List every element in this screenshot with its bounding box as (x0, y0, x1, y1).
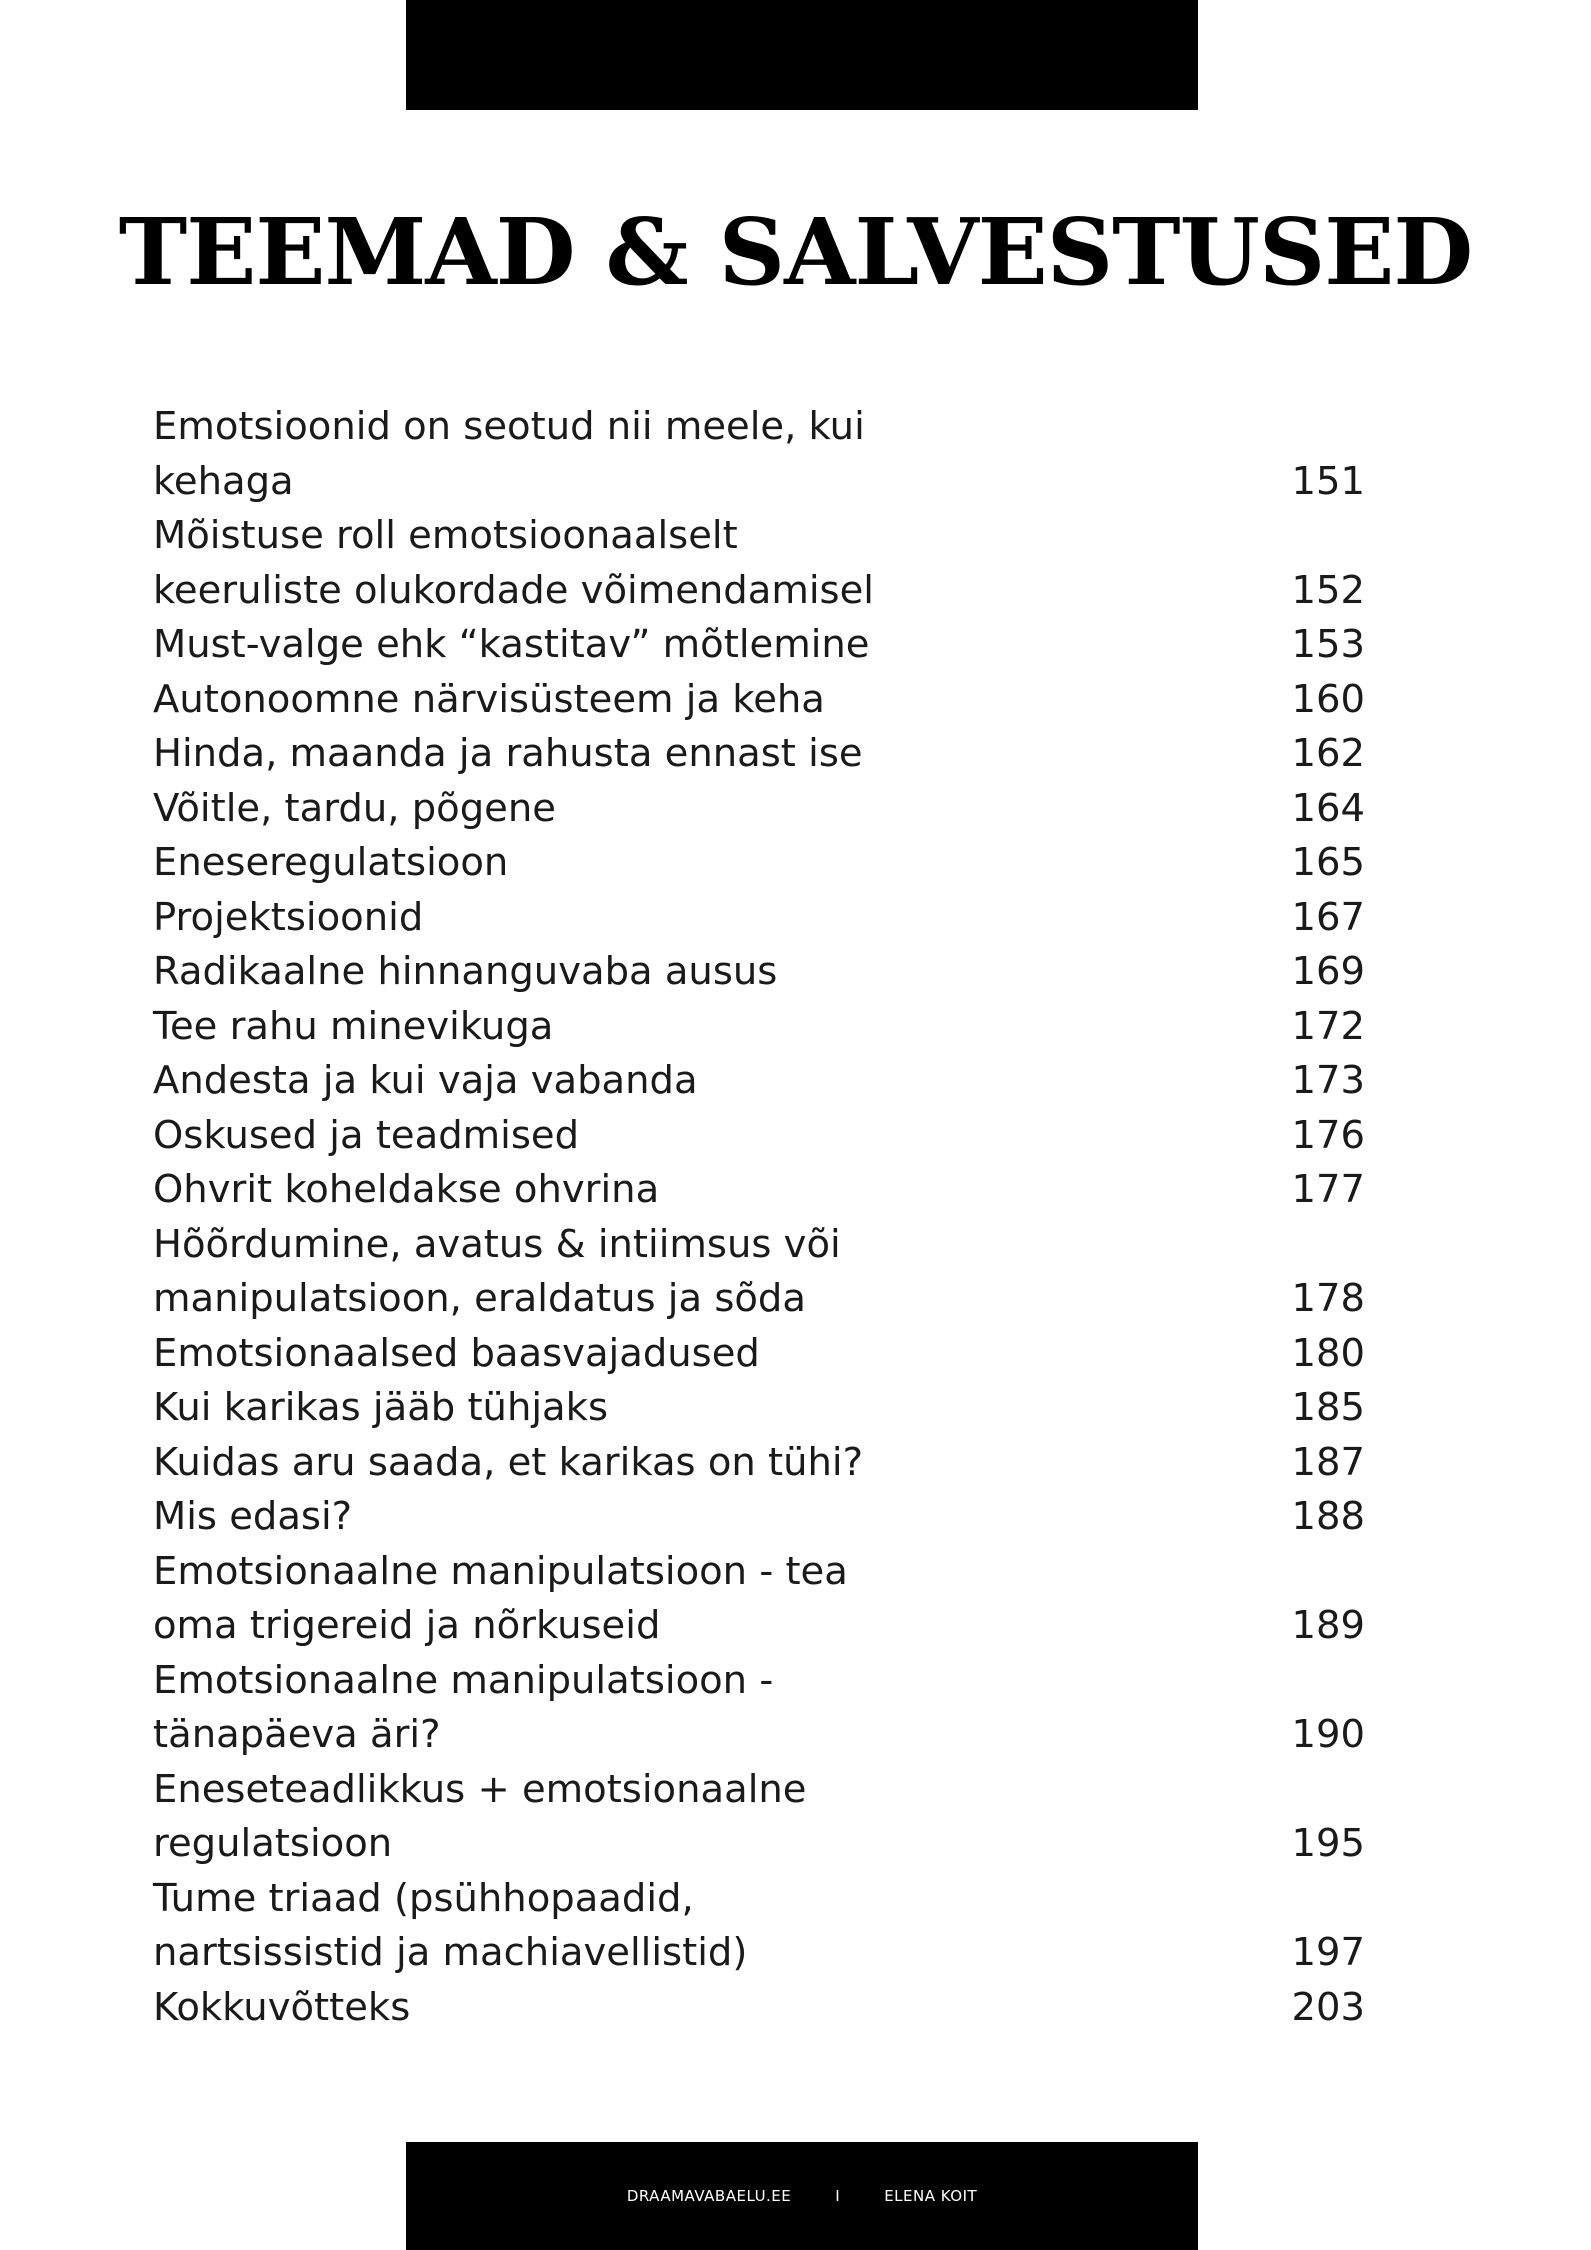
toc-entry[interactable] (153, 1545, 1365, 1654)
footer-separator: I (835, 2187, 841, 2205)
toc-entry[interactable] (153, 1654, 1365, 1763)
toc-entry-page: 180 (1291, 1330, 1365, 1376)
toc-entry-title: Emotsionaalne manipulatsioon - tea oma trigereid ja nõrkuseid (153, 1548, 848, 1648)
toc-entry-page: 160 (1291, 676, 1365, 722)
toc-entry-title: Mis edasi? (153, 1494, 353, 1539)
toc-entry[interactable] (153, 400, 1365, 509)
toc-entry-title: Ohvrit koheldakse ohvrina (153, 1167, 660, 1212)
page-title: TEEMAD & SALVESTUSED (118, 198, 1473, 306)
toc-entry[interactable] (153, 1163, 1365, 1218)
toc-entry-page: 151 (1291, 458, 1365, 504)
toc-entry-title: Kokkuvõtteks (153, 1984, 411, 2030)
toc-entry-title: Autonoomne närvisüsteem ja keha (153, 676, 825, 722)
toc-entry-page: 187 (1291, 1439, 1365, 1485)
footer-site: DRAAMAVABAELU.EE (626, 2187, 792, 2205)
toc-entry-title: Emotsionaalne manipulatsioon - tänapäeva äri? (153, 1657, 774, 1757)
toc-entry-title: Kuidas aru saada, et karikas on tühi? (153, 1439, 864, 1485)
toc-entry[interactable] (153, 727, 1365, 782)
toc-entry-page: 189 (1291, 1603, 1365, 1648)
toc-entry[interactable] (153, 836, 1365, 891)
toc-entry-title: Hinda, maanda ja rahusta ennast ise (153, 731, 863, 776)
toc-entry-page: 164 (1291, 785, 1365, 831)
toc-entry[interactable] (153, 945, 1365, 1000)
toc-entry-page: 203 (1291, 1984, 1365, 2030)
table-of-contents (153, 400, 1365, 2035)
footer-author: ELENA KOIT (884, 2187, 978, 2205)
toc-entry-title: Tume triaad (psühhopaadid, nartsissistid ja machiavellistid) (153, 1875, 748, 1975)
toc-entry-title: Võitle, tardu, põgene (153, 785, 556, 831)
toc-entry-page: 169 (1291, 949, 1365, 994)
toc-entry[interactable] (153, 1381, 1365, 1436)
toc-entry[interactable] (153, 1000, 1365, 1055)
toc-entry-title: Oskused ja teadmised (153, 1112, 580, 1158)
toc-entry[interactable] (153, 618, 1365, 673)
toc-entry[interactable] (153, 1981, 1365, 2036)
toc-entry[interactable] (153, 782, 1365, 837)
toc-entry[interactable] (153, 1436, 1365, 1491)
toc-entry-page: 188 (1291, 1494, 1365, 1539)
toc-entry-title: Tee rahu minevikuga (153, 1003, 554, 1049)
toc-entry-page: 176 (1291, 1112, 1365, 1158)
toc-entry[interactable] (153, 673, 1365, 728)
toc-entry-title: Radikaalne hinnanguvaba ausus (153, 949, 778, 994)
toc-entry-page: 165 (1291, 840, 1365, 885)
toc-entry[interactable] (153, 1490, 1365, 1545)
toc-entry-page: 153 (1291, 622, 1365, 667)
toc-entry-page: 190 (1291, 1712, 1365, 1757)
toc-entry-title: Emotsionaalsed baasvajadused (153, 1330, 760, 1376)
toc-entry-page: 195 (1291, 1821, 1365, 1866)
toc-entry-page: 167 (1291, 894, 1365, 940)
toc-entry-title: Projektsioonid (153, 894, 424, 940)
toc-entry-page: 197 (1291, 1930, 1365, 1975)
toc-entry[interactable] (153, 509, 1365, 618)
toc-entry-page: 162 (1291, 731, 1365, 776)
footer-bar (406, 2142, 1198, 2250)
toc-entry-page: 172 (1291, 1003, 1365, 1049)
toc-entry-page: 177 (1291, 1167, 1365, 1212)
toc-entry[interactable] (153, 1763, 1365, 1872)
top-decorative-bar (406, 0, 1198, 110)
toc-entry[interactable] (153, 1054, 1365, 1109)
toc-entry-title: Mõistuse roll emotsioonaalselt keeruliste olukordade võimendamisel (153, 513, 874, 613)
toc-entry-title: Emotsioonid on seotud nii meele, kui kehaga (153, 404, 865, 504)
toc-entry-title: Eneseteadlikkus + emotsionaalne regulatsioon (153, 1766, 807, 1866)
toc-entry-page: 185 (1291, 1385, 1365, 1430)
toc-entry-title: Kui karikas jääb tühjaks (153, 1385, 609, 1430)
toc-entry[interactable] (153, 891, 1365, 946)
toc-entry-title: Must-valge ehk “kastitav” mõtlemine (153, 622, 870, 667)
toc-entry-page: 152 (1291, 567, 1365, 613)
toc-entry-title: Eneseregulatsioon (153, 840, 509, 885)
toc-entry[interactable] (153, 1109, 1365, 1164)
toc-entry[interactable] (153, 1218, 1365, 1327)
toc-entry-page: 173 (1291, 1058, 1365, 1103)
toc-entry[interactable] (153, 1872, 1365, 1981)
toc-entry-title: Hõõrdumine, avatus & intiimsus või manipulatsioon, eraldatus ja sõda (153, 1221, 841, 1321)
toc-entry-page: 178 (1291, 1276, 1365, 1321)
toc-entry[interactable] (153, 1327, 1365, 1382)
toc-entry-title: Andesta ja kui vaja vabanda (153, 1058, 698, 1103)
